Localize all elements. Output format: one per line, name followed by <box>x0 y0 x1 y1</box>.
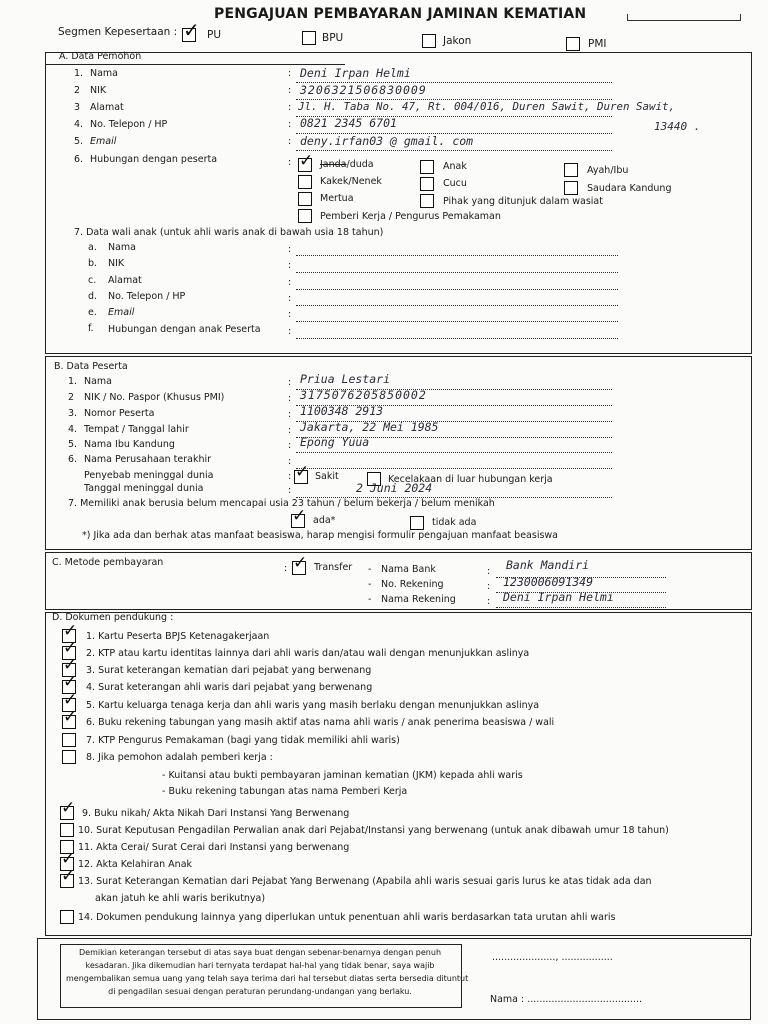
declaration-line-4: di pengadilan sesuai dengan peraturan perundang-undangan yang berlaku. <box>108 987 412 996</box>
doc-14-checkbox[interactable] <box>60 910 74 924</box>
b-num-5: 5. <box>68 439 78 450</box>
wali-num-a: a. <box>88 242 97 253</box>
section-d-title: D. Dokumen pendukung : <box>52 612 174 623</box>
colon: : <box>288 456 292 467</box>
segmen-jakon-label: Jakon <box>443 35 472 47</box>
relation-pemberi-kerja-label: Pemberi Kerja / Pengurus Pemakaman <box>320 211 501 222</box>
colon: : <box>288 377 292 388</box>
wali-num-f: f. <box>88 323 94 334</box>
colon: : <box>288 309 292 320</box>
b-ttl-value[interactable]: Jakarta, 22 Mei 1985 <box>300 420 439 434</box>
colon: : <box>288 485 292 496</box>
dash: - <box>368 594 372 605</box>
b-label-tanggal: Tanggal meninggal dunia <box>84 483 204 494</box>
rekening-label: No. Rekening <box>381 579 444 590</box>
a-label-telepon: No. Telepon / HP <box>90 119 168 130</box>
check-icon: ✓ <box>295 462 310 482</box>
wali-email-line[interactable] <box>296 321 618 322</box>
doc-4-label: 4. Surat keterangan ahli waris dari pejabat yang berwenang <box>86 682 373 693</box>
doc-6-label: 6. Buku rekening tabungan yang masih aktif atas nama ahli waris / anak penerima beasiswa / wali <box>86 717 555 728</box>
colon: : <box>288 409 292 420</box>
section-a-header-line <box>45 64 345 65</box>
wali-num-b: b. <box>88 258 98 269</box>
relation-cucu-label: Cucu <box>443 178 467 189</box>
relation-mertua-label: Mertua <box>320 193 354 204</box>
colon: : <box>284 563 288 574</box>
wali-alamat-line[interactable] <box>296 289 618 290</box>
segmen-bpu-checkbox[interactable] <box>302 31 316 45</box>
colon: : <box>487 566 491 577</box>
segmen-pu-label: PU <box>207 29 222 41</box>
doc-1-label: 1. Kartu Peserta BPJS Ketenagakerjaan <box>86 631 270 642</box>
relation-kakek-label: Kakek/Nenek <box>320 176 382 187</box>
check-icon: ✓ <box>61 866 76 886</box>
check-icon: ✓ <box>293 553 308 573</box>
relation-saudara-checkbox[interactable] <box>564 181 578 195</box>
a-label-alamat: Alamat <box>90 102 124 113</box>
colon: : <box>288 136 292 147</box>
doc-13-continuation: akan jatuh ke ahli waris berikutnya) <box>95 893 266 904</box>
doc-8-sub-1: - Kuitansi atau bukti pembayaran jaminan kematian (JKM) kepada ahli waris <box>162 770 523 781</box>
nama-rekening-value[interactable]: Deni Irpan Helmi <box>503 590 614 604</box>
b-num-1: 1. <box>68 376 78 387</box>
anak-tidak-ada-checkbox[interactable] <box>410 516 424 530</box>
a-num-4: 4. <box>74 119 84 130</box>
a-nik-value[interactable]: 3206321506830009 <box>300 83 427 97</box>
penyebab-kecelakaan-label: Kecelakaan di luar hubungan kerja <box>388 474 553 485</box>
signer-name-line[interactable]: Nama : ...................................... <box>490 994 642 1005</box>
wali-telepon-line[interactable] <box>296 305 618 306</box>
check-icon: ✓ <box>61 849 76 869</box>
relation-pemberi-kerja-checkbox[interactable] <box>298 209 312 223</box>
check-icon: ✓ <box>63 638 78 658</box>
a-telepon-value[interactable]: 0821 2345 6701 <box>300 116 397 130</box>
colon: : <box>288 277 292 288</box>
b-ibu-value[interactable]: Epong Yuua <box>300 435 370 449</box>
colon: : <box>288 393 292 404</box>
check-icon: ✓ <box>63 655 78 675</box>
b-label-penyebab: Penyebab meninggal dunia <box>84 470 214 481</box>
check-icon: ✓ <box>63 672 78 692</box>
a-label-nama: Nama <box>90 68 119 79</box>
wali-hubungan-line[interactable] <box>296 338 618 339</box>
doc-10-label: 10. Surat Keputusan Pengadilan Perwalian anak dari Pejabat/Instansi yang berwenang (untuk anak dibawah umur 18 tahun) <box>78 825 669 836</box>
doc-7-label: 7. KTP Pengurus Pemakaman (bagi yang tidak memiliki ahli waris) <box>86 735 400 746</box>
colon: : <box>288 102 292 113</box>
wali-nama-line[interactable] <box>296 255 618 256</box>
b-num-3: 3. <box>68 408 78 419</box>
check-icon: ✓ <box>299 151 314 171</box>
doc-2-label: 2. KTP atau kartu identitas lainnya dari ahli waris dan/atau wali dengan menunjukkan aslinya <box>86 648 530 659</box>
rekening-value[interactable]: 1230006091349 <box>503 575 594 589</box>
check-icon: ✓ <box>63 707 78 727</box>
segmen-jakon-checkbox[interactable] <box>422 34 436 48</box>
a-alamat-line2[interactable]: 13440 . <box>654 120 701 133</box>
check-icon: ✓ <box>292 506 307 526</box>
doc-12-label: 12. Akta Kelahiran Anak <box>78 859 193 870</box>
section-c-title: C. Metode pembayaran <box>52 557 164 568</box>
b-nama-value[interactable]: Priua Lestari <box>300 372 391 386</box>
wali-label-alamat: Alamat <box>108 275 142 286</box>
place-date-line[interactable]: ....................., ................. <box>492 952 613 963</box>
colon: : <box>288 471 292 482</box>
relation-kakek-checkbox[interactable] <box>298 175 312 189</box>
a-email-line <box>296 150 612 151</box>
doc-3-label: 3. Surat keterangan kematian dari pejabat yang berwenang <box>86 665 372 676</box>
bank-value[interactable]: Bank Mandiri <box>506 558 590 572</box>
check-icon: ✓ <box>63 690 78 710</box>
colon: : <box>288 157 292 168</box>
a-num-2: 2 <box>74 85 81 96</box>
wali-label-hubungan: Hubungan dengan anak Peserta <box>108 324 261 335</box>
doc-14-label: 14. Dokumen pendukung lainnya yang diperlukan untuk penentuan ahli waris berdasarkan tata urutan ahli waris <box>78 912 616 923</box>
colon: : <box>288 440 292 451</box>
page-title: PENGAJUAN PEMBAYARAN JAMINAN KEMATIAN <box>214 6 587 22</box>
office-use-box <box>627 14 741 21</box>
a-label-nik: NIK <box>90 85 107 96</box>
relation-ayah-checkbox[interactable] <box>564 163 578 177</box>
segmen-label: Segmen Kepesertaan : <box>58 26 178 38</box>
colon: : <box>288 425 292 436</box>
segmen-bpu-label: BPU <box>322 32 344 44</box>
wali-nik-line[interactable] <box>296 272 618 273</box>
wali-label-nik: NIK <box>108 258 125 269</box>
dash: - <box>368 579 372 590</box>
doc-11-label: 11. Akta Cerai/ Surat Cerai dari Instansi yang berwenang <box>78 842 350 853</box>
colon: : <box>288 244 292 255</box>
anak-tidak-ada-label: tidak ada <box>432 517 477 528</box>
b-num-4: 4. <box>68 424 78 435</box>
a-label-email: Email <box>90 136 117 147</box>
b-label-nama: Nama <box>84 376 113 387</box>
doc-7-checkbox[interactable] <box>62 733 76 747</box>
relation-cucu-checkbox[interactable] <box>420 177 434 191</box>
section-b-box <box>45 356 752 550</box>
wali-num-e: e. <box>88 307 97 318</box>
a-email-value[interactable]: deny.irfan03 @ gmail. com <box>300 134 474 148</box>
segmen-pmi-checkbox[interactable] <box>566 37 580 51</box>
a-num-1: 1. <box>74 68 84 79</box>
doc-5-label: 5. Kartu keluarga tenaga kerja dan ahli waris yang masih berlaku dengan menunjukkan aslinya <box>86 700 540 711</box>
b-nik-value[interactable]: 3175076205850002 <box>300 388 427 402</box>
anak-ada-label: ada* <box>313 515 336 526</box>
relation-anak-checkbox[interactable] <box>420 160 434 174</box>
section-a-title: A. Data Pemohon <box>59 51 142 62</box>
beasiswa-note: *) Jika ada dan berhak atas manfaat beasiswa, harap mengisi formulir pengajuan manfaat beasiswa <box>82 530 559 541</box>
check-icon: ✓ <box>61 798 76 818</box>
a-alamat-value[interactable]: Jl. H. Taba No. 47, Rt. 004/016, Duren Sawit, Duren Sawit, <box>298 100 676 113</box>
wali-label-telepon: No. Telepon / HP <box>108 291 186 302</box>
relation-anak-label: Anak <box>443 161 467 172</box>
wali-label-email: Email <box>108 307 135 318</box>
dash: - <box>368 564 372 575</box>
b-ibu-line <box>296 452 612 453</box>
nama-rekening-label: Nama Rekening <box>381 594 456 605</box>
wali-num-c: c. <box>88 275 97 286</box>
b-label-ibu: Nama Ibu Kandung <box>84 439 175 450</box>
b-label-ttl: Tempat / Tanggal lahir <box>84 424 189 435</box>
colon: : <box>487 596 491 607</box>
doc-8-checkbox[interactable] <box>62 750 76 764</box>
relation-mertua-checkbox[interactable] <box>298 192 312 206</box>
declaration-line-3: mengembalikan semua uang yang telah saya terima dari hal tersebut diatas serta bersedia dituntut <box>66 974 469 983</box>
b-num-2: 2 <box>68 392 75 403</box>
relation-wasiat-label: Pihak yang ditunjuk dalam wasiat <box>443 196 603 207</box>
transfer-label: Transfer <box>314 562 353 573</box>
wali-num-d: d. <box>88 291 98 302</box>
colon: : <box>288 260 292 271</box>
relation-wasiat-checkbox[interactable] <box>420 194 434 208</box>
b-perusahaan-line[interactable] <box>296 468 612 469</box>
declaration-line-2: kesadaran. Jika dikemudian hari ternyata terdapat hal-hal yang tidak benar, saya wajib <box>85 961 435 970</box>
wali-title: 7. Data wali anak (untuk ahli waris anak di bawah usia 18 tahun) <box>74 227 384 238</box>
relation-janda-label: Janda/duda <box>320 159 374 170</box>
b-num-6: 6. <box>68 454 78 465</box>
doc-8-label: 8. Jika pemohon adalah pemberi kerja : <box>86 752 273 763</box>
b-nomor-value[interactable]: 1100348 2913 <box>300 404 384 418</box>
a-nama-value[interactable]: Deni Irpan Helmi <box>300 66 411 80</box>
b-tanggal-value[interactable]: 2 Juni 2024 <box>356 481 433 495</box>
declaration-line-1: Demikian keterangan tersebut di atas saya buat dengan sebenar-benarnya dengan penuh <box>78 948 442 957</box>
colon: : <box>288 326 292 337</box>
section-a-box <box>45 52 752 354</box>
doc-9-label: 9. Buku nikah/ Akta Nikah Dari Instansi Yang Berwenang <box>82 808 350 819</box>
colon: : <box>288 85 292 96</box>
check-icon: ✓ <box>183 18 200 42</box>
b-label-nomor: Nomor Peserta <box>84 408 155 419</box>
a-label-hubungan: Hubungan dengan peserta <box>90 154 218 165</box>
nama-rekening-line <box>496 607 666 608</box>
a-num-6: 6. <box>74 154 84 165</box>
colon: : <box>288 293 292 304</box>
check-icon: ✓ <box>63 621 78 641</box>
colon: : <box>288 119 292 130</box>
a-num-5: 5. <box>74 136 84 147</box>
penyebab-sakit-label: Sakit <box>315 471 339 482</box>
colon: : <box>487 581 491 592</box>
segmen-pmi-label: PMI <box>588 38 607 50</box>
relation-ayah-label: Ayah/Ibu <box>587 165 629 176</box>
section-b-title: B. Data Peserta <box>54 361 128 372</box>
doc-10-checkbox[interactable] <box>60 823 74 837</box>
wali-label-nama: Nama <box>108 242 137 253</box>
b-label-anak: 7. Memiliki anak berusia belum mencapai usia 23 tahun / belum bekerja / belum menikah <box>68 498 495 509</box>
colon: : <box>288 68 292 79</box>
b-label-perusahaan: Nama Perusahaan terakhir <box>84 454 212 465</box>
b-label-nik: NIK / No. Paspor (Khusus PMI) <box>84 392 225 403</box>
bank-label: Nama Bank <box>381 564 436 575</box>
doc-13-label: 13. Surat Keterangan Kematian dari Pejabat Yang Berwenang (Apabila ahli waris sesuai garis lurus ke atas tidak ada dan <box>78 876 652 887</box>
relation-saudara-label: Saudara Kandung <box>587 183 672 194</box>
a-num-3: 3 <box>74 102 81 113</box>
doc-8-sub-2: - Buku rekening tabungan atas nama Pemberi Kerja <box>162 786 408 797</box>
